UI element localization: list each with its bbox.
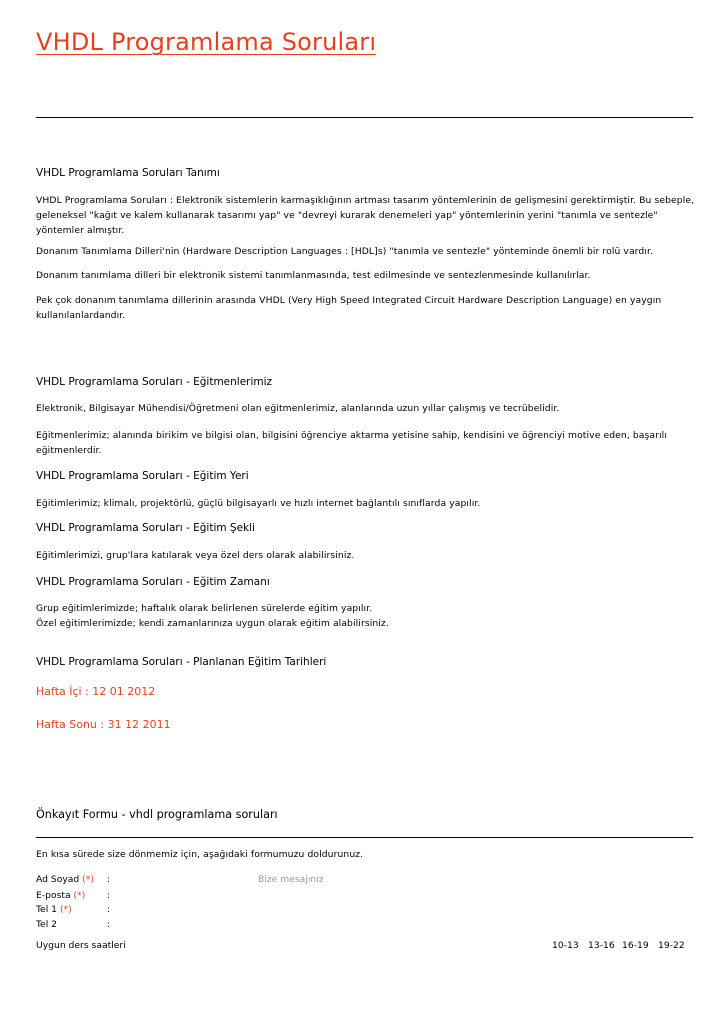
name-label: Ad Soyad (*) [36,874,94,885]
trainers-paragraph-1: Elektronik, Bilgisayar Mühendisi/Öğretmeni olan eğitmenlerimiz, alanlarında uzun yıllar çalışmış ve tecrübelidir. [36,403,560,414]
trainers-paragraph-2 [36,428,696,458]
intro-p1-line1: VHDL Programlama Soruları : Elektronik sistemlerin karmaşıklığının artması tasarım yöntemlerinin de gelişmesini gerektirmiştir. Bu sebeple, [36,195,695,206]
weekday-date: Hafta İçi : 12 01 2012 [36,685,156,698]
required-mark: (*) [73,890,86,901]
intro-paragraph-4 [36,293,696,323]
intro-heading: VHDL Programlama Soruları Tanımı [36,167,220,179]
tel1-colon: : [107,904,111,915]
style-heading: VHDL Programlama Soruları - Eğitim Şekli [36,522,255,534]
message-field[interactable]: Bize mesajınız [258,874,324,885]
time-p1: Grup eğitimlerimizde; haftalık olarak belirlenen sürelerde eğitim yapılır. [36,603,373,614]
hours-option-13-16[interactable]: 13-16 [588,940,615,951]
tel1-label: Tel 1 (*) [36,904,72,915]
hours-label: Uygun ders saatleri [36,940,126,951]
hours-option-19-22[interactable]: 19-22 [658,940,685,951]
title-divider [36,117,693,118]
email-label: E-posta (*) [36,890,86,901]
required-mark: (*) [59,904,72,915]
form-intro: En kısa sürede size dönmemiz için, aşağıdaki formumuzu doldurunuz. [36,849,364,860]
trainers-p2-line2: eğitmenlerdir. [36,445,102,456]
time-paragraph [36,601,696,631]
intro-p4-line2: kullanılanlardandır. [36,310,126,321]
hours-option-16-19[interactable]: 16-19 [622,940,649,951]
time-p2: Özel eğitimlerimizde; kendi zamanlarınıza uygun olarak eğitim alabilirsiniz. [36,618,389,629]
intro-paragraph-3: Donanım tanımlama dilleri bir elektronik sistemi tanımlanmasında, test edilmesinde ve sentezlenmesinde kullanılırlar. [36,270,591,281]
trainers-p2-line1: Eğitmenlerimiz; alanında birikim ve bilgisi olan, bilgisini öğrenciye aktarma yetisine sahip, kendisini ve öğrenciyi motive eden, başarılı [36,430,667,441]
trainers-heading: VHDL Programlama Soruları - Eğitmenlerimiz [36,376,273,388]
email-colon: : [107,890,111,901]
tel2-colon: : [107,919,111,930]
hours-option-10-13[interactable]: 10-13 [552,940,579,951]
intro-p4-line1: Pek çok donanım tanımlama dillerinin arasında VHDL (Very High Speed Integrated Circuit Hardware Description Language) en yaygın [36,295,662,306]
page-title: VHDL Programlama Soruları [36,28,377,56]
intro-p1-line3: yöntemler almıştır. [36,225,125,236]
intro-paragraph-2: Donanım Tanımlama Dilleri'nin (Hardware Description Languages : [HDL]s) "tanımla ve sentezle" yönteminde önemli bir rolü vardır. [36,246,654,257]
place-paragraph: Eğitimlerimiz; klimalı, projektörlü, güçlü bilgisayarlı ve hızlı internet bağlantılı sınıflarda yapılır. [36,498,481,509]
place-heading: VHDL Programlama Soruları - Eğitim Yeri [36,470,249,482]
required-mark: (*) [82,874,94,885]
form-divider [36,837,693,838]
form-heading: Önkayıt Formu - vhdl programlama soruları [36,808,278,821]
weekend-date: Hafta Sonu : 31 12 2011 [36,718,171,731]
dates-heading: VHDL Programlama Soruları - Planlanan Eğitim Tarihleri [36,656,327,668]
style-paragraph: Eğitimlerimizi, grup'lara katılarak veya özel ders olarak alabilirsiniz. [36,550,355,561]
tel2-label: Tel 2 [36,919,58,930]
name-colon: : [107,874,111,885]
intro-p1-line2: geleneksel "kağıt ve kalem kullanarak tasarımı yap" ve "devreyi kurarak denemeleri yap" yöntemlerinin yerini "tanımla ve sentezle" [36,210,658,221]
time-heading: VHDL Programlama Soruları - Eğitim Zamanı [36,576,270,588]
intro-paragraph-1 [36,193,696,238]
